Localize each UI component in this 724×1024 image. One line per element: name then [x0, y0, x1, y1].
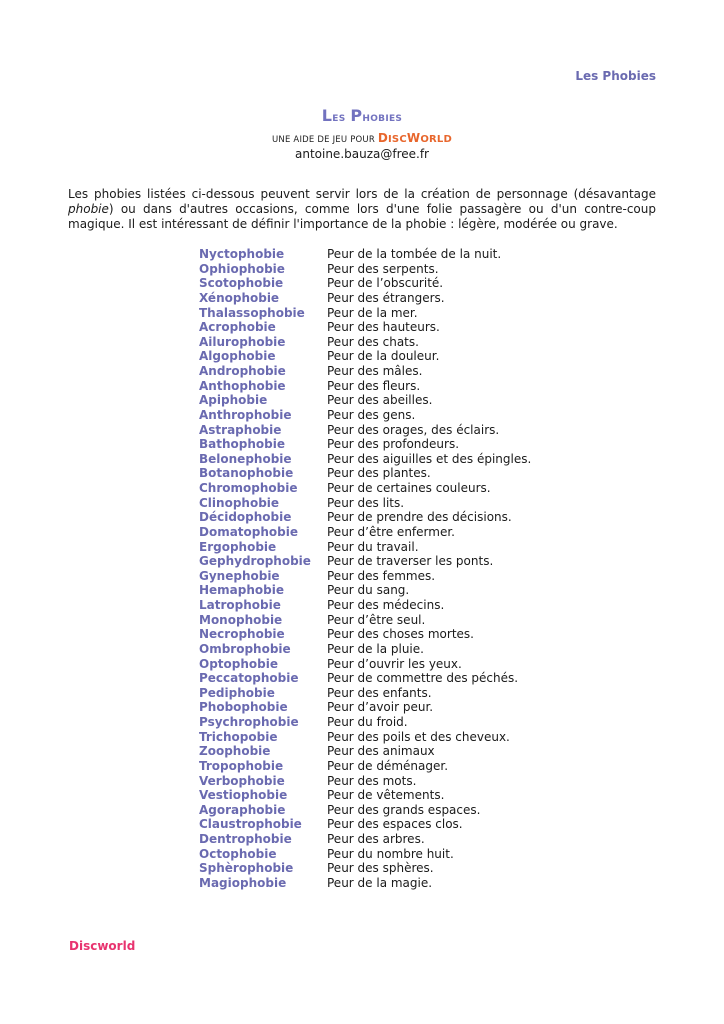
phobia-definition: Peur de la pluie.	[327, 641, 424, 656]
phobia-row	[199, 569, 531, 584]
phobia-row	[199, 613, 531, 628]
phobia-term: Anthrophobie	[199, 407, 292, 422]
phobia-definition: Peur des fleurs.	[327, 378, 421, 393]
phobia-definition: Peur de la mer.	[327, 305, 418, 320]
phobia-term: Astraphobie	[199, 422, 282, 437]
phobia-row	[199, 583, 531, 598]
phobia-row	[199, 803, 531, 818]
phobia-row	[199, 686, 531, 701]
phobia-row	[199, 759, 531, 774]
phobia-term: Verbophobie	[199, 773, 285, 788]
title-block	[0, 106, 724, 161]
phobia-definition: Peur des profondeurs.	[327, 437, 460, 452]
phobia-row	[199, 627, 531, 642]
intro-paragraph: Les phobies listées ci-dessous peuvent servir lors de la création de personnage (désavantage phobie) ou dans d'autres occasions, comme lors d'une folie passagère ou d'un contre-coup magique. Il est intéressant de définir l'importance de la phobie : légère, modérée ou grave.	[68, 187, 656, 231]
phobia-term: Ergophobie	[199, 539, 277, 554]
phobia-definition: Peur des sphères.	[327, 861, 434, 876]
phobia-term: Belonephobie	[199, 451, 292, 466]
phobia-definition: Peur de l’obscurité.	[327, 276, 444, 291]
phobia-definition: Peur d’être seul.	[327, 612, 426, 627]
title-rest-2: hobies	[362, 110, 403, 125]
phobia-definition: Peur des femmes.	[327, 568, 436, 583]
phobia-definition: Peur des abeilles.	[327, 393, 433, 408]
phobia-term: Zoophobie	[199, 744, 271, 759]
phobia-row	[199, 349, 531, 364]
phobia-definition: Peur du nombre huit.	[327, 846, 454, 861]
phobia-definition: Peur du sang.	[327, 583, 410, 598]
phobia-term: Scotophobie	[199, 276, 284, 291]
title-cap-2: P	[350, 106, 363, 125]
subtitle	[0, 131, 724, 145]
phobia-definition: Peur des chats.	[327, 334, 419, 349]
phobia-term: Trichopobie	[199, 729, 278, 744]
phobia-definition: Peur des enfants.	[327, 685, 432, 700]
phobia-term: Algophobie	[199, 349, 276, 364]
phobia-row	[199, 642, 531, 657]
phobia-term: Tropophobie	[199, 758, 284, 773]
phobia-definition: Peur de vêtements.	[327, 788, 445, 803]
phobia-row	[199, 437, 531, 452]
phobia-term: Sphèrophobie	[199, 861, 294, 876]
phobia-definition: Peur des poils et des cheveux.	[327, 729, 510, 744]
phobia-list	[199, 247, 531, 891]
phobia-definition: Peur de déménager.	[327, 758, 449, 773]
phobia-definition: Peur de certaines couleurs.	[327, 481, 491, 495]
phobia-definition: Peur d’ouvrir les yeux.	[327, 656, 462, 671]
phobia-definition: Peur de traverser les ponts.	[327, 554, 494, 569]
phobia-row	[199, 452, 531, 467]
phobia-term: Necrophobie	[199, 627, 285, 642]
phobia-term: Ombrophobie	[199, 641, 291, 656]
phobia-definition: Peur de la douleur.	[327, 349, 440, 364]
phobia-definition: Peur de prendre des décisions.	[327, 510, 512, 525]
phobia-row	[199, 700, 531, 715]
phobia-row	[199, 262, 531, 277]
phobia-row	[199, 379, 531, 394]
phobia-row	[199, 554, 531, 569]
phobia-term: Nyctophobie	[199, 247, 285, 261]
phobia-row	[199, 408, 531, 423]
phobia-row	[199, 320, 531, 335]
phobia-term: Apiphobie	[199, 393, 268, 408]
phobia-definition: Peur des choses mortes.	[327, 627, 474, 642]
phobia-row	[199, 847, 531, 862]
phobia-term: Décidophobie	[199, 510, 292, 525]
phobia-term: Clinophobie	[199, 495, 280, 510]
phobia-row	[199, 510, 531, 525]
phobia-term: Bathophobie	[199, 437, 285, 452]
phobia-definition: Peur d’avoir peur.	[327, 700, 434, 715]
phobia-term: Optophobie	[199, 656, 278, 671]
phobia-definition: Peur des mâles.	[327, 364, 423, 378]
phobia-row	[199, 247, 531, 262]
phobia-row	[199, 291, 531, 306]
phobia-term: Dentrophobie	[199, 832, 292, 846]
phobia-term: Psychrophobie	[199, 715, 299, 729]
phobia-row	[199, 657, 531, 672]
phobia-term: Ailurophobie	[199, 334, 286, 349]
phobia-term: Botanophobie	[199, 466, 294, 481]
phobia-row	[199, 540, 531, 555]
phobia-row	[199, 876, 531, 891]
phobia-definition: Peur de la magie.	[327, 875, 433, 890]
running-header: Les Phobies	[575, 69, 656, 83]
phobia-row	[199, 276, 531, 291]
phobia-term: Phobophobie	[199, 700, 288, 715]
phobia-row	[199, 715, 531, 730]
phobia-definition: Peur des grands espaces.	[327, 802, 481, 817]
phobia-term: Androphobie	[199, 364, 286, 378]
phobia-term: Vestiophobie	[199, 788, 288, 803]
phobia-row	[199, 335, 531, 350]
phobia-definition: Peur de la tombée de la nuit.	[327, 247, 502, 261]
phobia-definition: Peur des médecins.	[327, 598, 445, 612]
phobia-definition: Peur du travail.	[327, 539, 419, 554]
phobia-definition: Peur des animaux	[327, 744, 435, 759]
phobia-definition: Peur des hauteurs.	[327, 320, 440, 335]
phobia-term: Xénophobie	[199, 290, 280, 305]
phobia-row	[199, 744, 531, 759]
phobia-term: Agoraphobie	[199, 802, 286, 817]
phobia-term: Pediphobie	[199, 685, 275, 700]
document-title	[0, 106, 724, 125]
phobia-row	[199, 730, 531, 745]
phobia-row	[199, 466, 531, 481]
intro-emphasis: phobie	[68, 202, 109, 216]
phobia-definition: Peur des étrangers.	[327, 290, 445, 305]
phobia-definition: Peur des lits.	[327, 495, 405, 510]
phobia-definition: Peur des serpents.	[327, 261, 439, 276]
phobia-row	[199, 364, 531, 379]
phobia-term: Peccatophobie	[199, 671, 299, 686]
phobia-term: Latrophobie	[199, 598, 281, 612]
phobia-definition: Peur des arbres.	[327, 832, 425, 846]
phobia-term: Monophobie	[199, 612, 283, 627]
phobia-term: Ophiophobie	[199, 261, 285, 276]
phobia-row	[199, 832, 531, 847]
phobia-term: Domatophobie	[199, 524, 299, 539]
phobia-row	[199, 598, 531, 613]
phobia-definition: Peur des espaces clos.	[327, 817, 463, 832]
phobia-definition: Peur de commettre des péchés.	[327, 671, 519, 686]
phobia-row	[199, 861, 531, 876]
phobia-term: Magiophobie	[199, 875, 287, 890]
phobia-term: Anthophobie	[199, 378, 286, 393]
phobia-term: Thalassophobie	[199, 305, 305, 320]
phobia-definition: Peur des aiguilles et des épingles.	[327, 451, 532, 466]
phobia-definition: Peur d’être enfermer.	[327, 524, 455, 539]
phobia-term: Gynephobie	[199, 568, 280, 583]
phobia-definition: Peur des orages, des éclairs.	[327, 422, 500, 437]
title-rest-1: es	[332, 110, 351, 125]
brand-name: DISCWORLD	[377, 131, 453, 145]
running-footer: Discworld	[69, 939, 136, 953]
phobia-row	[199, 393, 531, 408]
author-email: antoine.bauza@free.fr	[294, 147, 429, 161]
title-cap-1: L	[321, 106, 333, 125]
phobia-definition: Peur des gens.	[327, 407, 416, 422]
phobia-term: Claustrophobie	[199, 817, 302, 832]
phobia-row	[199, 306, 531, 321]
phobia-row	[199, 774, 531, 789]
phobia-term: Acrophobie	[199, 320, 276, 335]
phobia-definition: Peur des plantes.	[327, 466, 431, 481]
phobia-term: Gephydrophobie	[199, 554, 311, 569]
phobia-term: Hemaphobie	[199, 583, 285, 598]
phobia-term: Chromophobie	[199, 481, 298, 495]
phobia-row	[199, 496, 531, 511]
phobia-row	[199, 481, 531, 496]
phobia-row	[199, 817, 531, 832]
phobia-row	[199, 788, 531, 803]
phobia-definition: Peur du froid.	[327, 715, 408, 729]
phobia-row	[199, 423, 531, 438]
phobia-row	[199, 671, 531, 686]
subtitle-prefix: UNE AIDE DE JEU POUR	[271, 135, 378, 145]
phobia-row	[199, 525, 531, 540]
phobia-definition: Peur des mots.	[327, 773, 417, 788]
phobia-term: Octophobie	[199, 846, 277, 861]
